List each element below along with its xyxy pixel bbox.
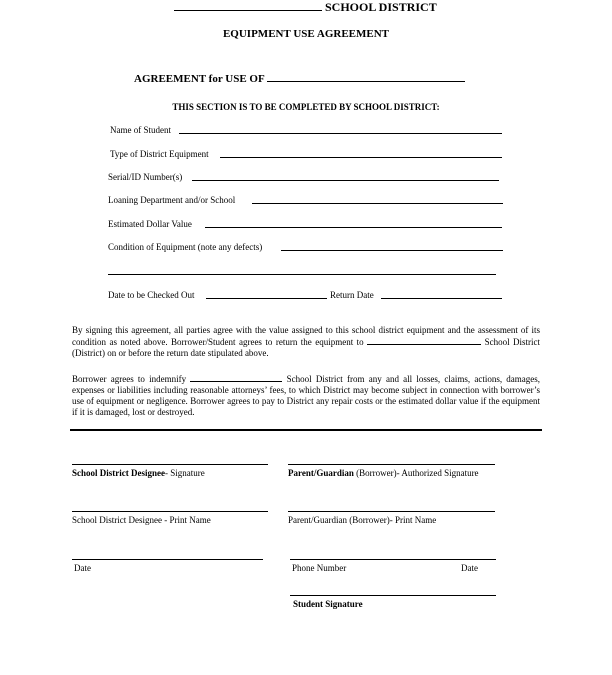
field-equipment-type-label: Type of District Equipment [110,149,209,159]
guardian-signature-label [288,468,479,478]
field-student-name-label: Name of Student [110,125,171,135]
student-signature-label: Student Signature [293,599,363,609]
equipment-use-blank[interactable] [267,72,465,82]
field-loaning-dept-label: Loaning Department and/or School [108,195,236,205]
field-condition-line[interactable] [281,250,503,251]
indemnify-paragraph [72,373,540,418]
field-dollar-value-line[interactable] [205,227,502,228]
paragraph-1-text-a: By signing this agreement, all parties agree with the value assigned to this school district equipment and the assessment of its condition as noted above. Borrower/Student agrees to return the equipment to [72,325,540,347]
designee-signature-rest: - Signature [164,468,205,478]
paragraph-2-text-b: School District from any and all losses, claims, actions, damages, expenses or liabilities including reasonable attorneys’ fees, to which District may become subject in connection with borrower’s use of equipment or negligence. Borrower agrees to pay to District any repair costs or the estimated dollar value if the equipment if it is damaged, lost or destroyed. [72,374,541,417]
date-left-line[interactable] [72,559,263,560]
agreement-paragraph-1 [72,325,540,359]
district-name-blank[interactable] [174,1,322,11]
indemnify-district-blank[interactable] [190,373,282,382]
guardian-signature-rest: (Borrower)- Authorized Signature [353,468,479,478]
field-checkout-date-label: Date to be Checked Out [108,290,195,300]
designee-print-line[interactable] [72,511,268,512]
field-student-name-line[interactable] [179,133,502,134]
date-left-label: Date [74,563,91,573]
guardian-signature-bold: Parent/Guardian [288,468,354,478]
field-dollar-value-label: Estimated Dollar Value [108,219,192,229]
district-return-blank[interactable] [367,336,481,345]
paragraph-1-text-b: School District (District) on or before the return date stipulated above. [72,337,541,358]
field-condition-label: Condition of Equipment (note any defects) [108,242,263,252]
date-right-label: Date [461,563,478,573]
guardian-signature-line[interactable] [288,464,495,465]
paragraph-2-text-a: Borrower agrees to indemnify [72,374,187,384]
district-title: SCHOOL DISTRICT [325,0,437,14]
field-equipment-type-line[interactable] [220,157,502,158]
student-signature-line[interactable] [290,595,496,596]
field-return-date-line[interactable] [381,298,502,299]
designee-print-label: School District Designee - Print Name [72,515,211,525]
field-condition-line-2[interactable] [108,274,496,275]
field-loaning-dept-line[interactable] [252,203,503,204]
section-divider [70,429,542,431]
guardian-print-line[interactable] [288,511,495,512]
field-checkout-date-line[interactable] [206,298,327,299]
agreement-label: AGREEMENT for USE OF [134,73,265,85]
phone-number-label: Phone Number [292,563,347,573]
designee-signature-line[interactable] [72,464,268,465]
field-return-date-label: Return Date [330,290,374,300]
phone-date-line[interactable] [290,559,496,560]
doc-title: EQUIPMENT USE AGREEMENT [222,28,390,40]
section-note: THIS SECTION IS TO BE COMPLETED BY SCHOOL DISTRICT: [172,102,440,112]
district-title-row [174,0,437,15]
guardian-print-label: Parent/Guardian (Borrower)- Print Name [288,515,437,525]
agreement-for-use-row [134,72,465,85]
designee-signature-bold: School District Designee [72,468,165,478]
field-serial-id-line[interactable] [192,180,499,181]
designee-signature-label [72,468,205,478]
field-serial-id-label: Serial/ID Number(s) [108,172,183,182]
